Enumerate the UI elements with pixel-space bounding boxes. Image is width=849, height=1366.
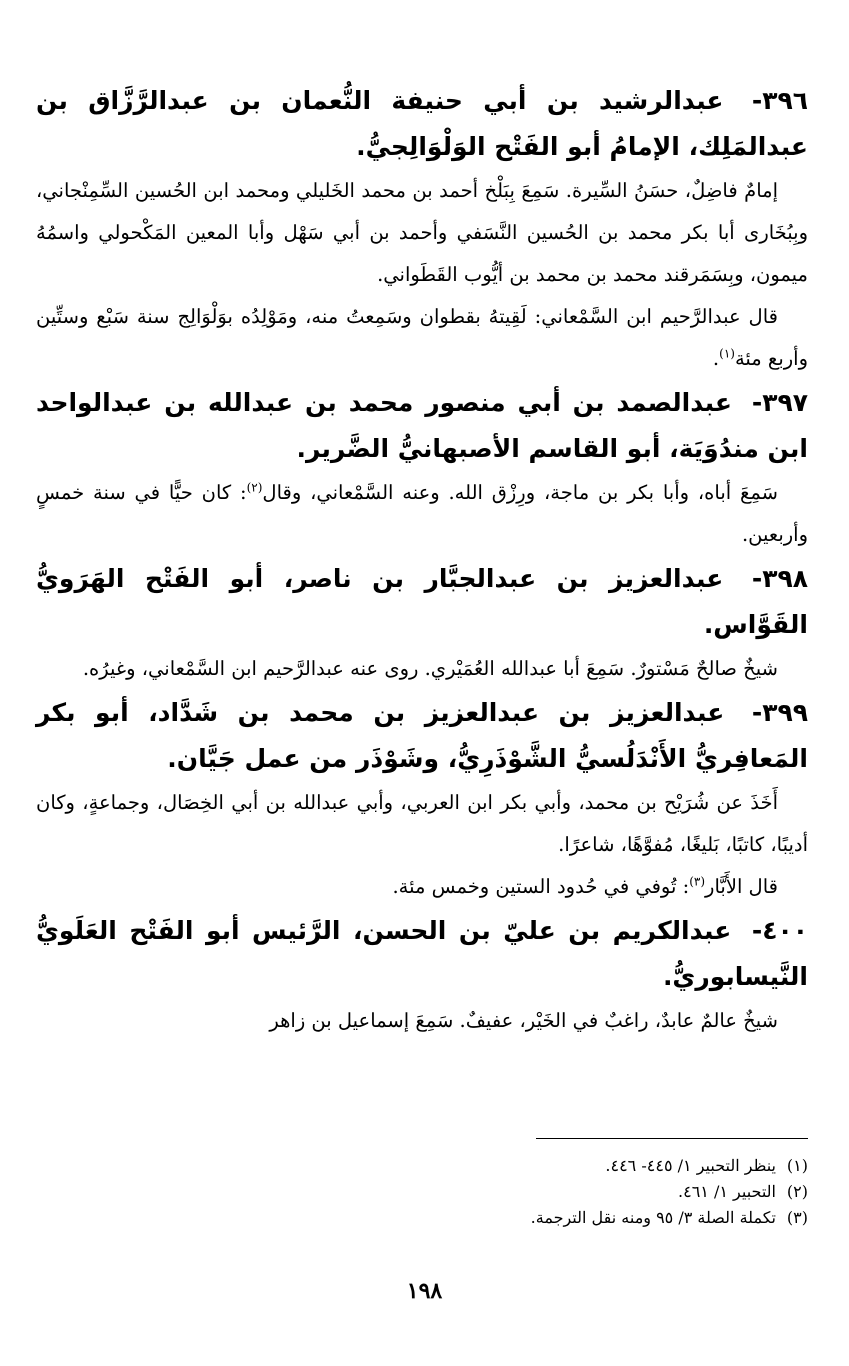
entry-heading	[36, 908, 808, 1000]
entry-paragraph-text: قال عبدالرَّحيم ابن السَّمْعاني: لَقِيتهُ بقطوان وسَمِعتُ منه، ومَوْلِدُه بوَلْوَالِج سنة سَبْع وستِّين وأربع مئة	[36, 305, 808, 370]
footnote-text: تكملة الصلة ٣/ ٩٥ ومنه نقل الترجمة.	[530, 1208, 776, 1227]
entry-title: عبدالعزيز بن عبدالجبَّار بن ناصر، أبو الفَتْح الهَرَويُّ القَوَّاس.	[36, 564, 808, 639]
entry-paragraph: قال عبدالرَّحيم ابن السَّمْعاني: لَقِيتهُ بقطوان وسَمِعتُ منه، ومَوْلِدُه بوَلْوَالِج سنة سَبْع وستِّين وأربع مئة$^{(١)}$.	[36, 305, 808, 370]
footnote	[36, 1179, 808, 1205]
footnote-ref: (١)	[719, 346, 735, 361]
entry-heading	[36, 690, 808, 782]
entry-paragraph: شيخٌ عالمٌ عابدٌ، راغبٌ في الخَيْر، عفيفٌ. سَمِعَ إسماعيل بن زاهر	[269, 1009, 778, 1032]
footnote-text: التحبير ١/ ٤٦١.	[678, 1182, 776, 1201]
entry-title: عبدالرشيد بن أبي حنيفة النُّعمان بن عبدالرَّزَّاق بن عبدالمَلِك، الإمامُ أبو الفَتْح الوَلْوَالِجيُّ.	[36, 86, 808, 161]
entry-title: عبدالعزيز بن عبدالعزيز بن محمد بن شَدَّاد، أبو بكر المَعافِريُّ الأَنْدَلُسيُّ الشَّوْذَرِيُّ، وشَوْذَر من عمل جَيَّان.	[36, 698, 808, 773]
entry-paragraph: أَخَذَ عن شُرَيْح بن محمد، وأبي بكر ابن العربي، وأبي عبدالله بن أبي الخِصَال، وجماعةٍ، وكان أديبًا، كاتبًا، بَليغًا، مُفوَّهًا، شاعرًا.	[36, 791, 808, 856]
entry-paragraph: شيخٌ صالحٌ مَسْتورٌ. سَمِعَ أبا عبدالله العُمَيْري. روى عنه عبدالرَّحيم ابن السَّمْعاني، وغيرُه.	[82, 657, 778, 680]
entry-heading	[36, 556, 808, 648]
entry-paragraph-text: كان حيًّا في سنة خمسٍ وأربعين.	[36, 481, 808, 546]
page-number: ١٩٨	[406, 1278, 443, 1304]
entry-number: ٣٩٧-	[751, 388, 808, 417]
entry-number: ٤٠٠-	[751, 916, 808, 945]
footnote-number: (٣)	[786, 1208, 808, 1227]
entry-paragraph-text: قال الأَبَّار	[705, 875, 778, 898]
footnotes	[36, 1138, 808, 1231]
entry-heading	[36, 78, 808, 170]
footnote	[36, 1153, 808, 1179]
footnote	[36, 1205, 808, 1231]
entry-paragraph: سَمِعَ أباه، وأبا بكر بن ماجة، ورِزْق الله. وعنه السَّمْعاني، وقال$^{(٢)}$: كان حيًّا في سنة خمسٍ وأربعين.	[36, 480, 808, 546]
footnote-divider	[536, 1138, 808, 1139]
entry-number: ٣٩٩-	[751, 698, 808, 727]
footnote-ref: (٢)	[246, 480, 263, 495]
entry-paragraph-text: : تُوفي في حُدود الستين وخمس مئة.	[392, 875, 690, 898]
entry-heading	[36, 380, 808, 472]
footnote-ref: (٣)	[689, 874, 706, 889]
entry-title: عبدالصمد بن أبي منصور محمد بن عبدالله بن عبدالواحد ابن مندُوَيَة، أبو القاسم الأصبهانيُّ الضَّرير.	[36, 388, 808, 463]
entry-title: عبدالكريم بن عليّ بن الحسن، الرَّئيس أبو الفَتْح العَلَويُّ النَّيسابوريُّ.	[36, 916, 808, 991]
footnote-text: ينظر التحبير ١/ ٤٤٥- ٤٤٦.	[605, 1156, 776, 1175]
footnote-number: (١)	[786, 1156, 808, 1175]
page-body	[36, 78, 808, 1042]
entry-paragraph	[36, 866, 808, 908]
entry-paragraph: إمامٌ فاضِلٌ، حسَنُ السِّيرة. سَمِعَ بِبَلْخ أحمد بن محمد الخَليلي ومحمد ابن الحُسين السِّمِنْجاني، وبِبُخَارى أبا بكر محمد بن الحُسين النَّسَفي وأحمد بن أبي سَهْل وأبا المعين المَكْحولي واسمُهُ ميمون، وبِسَمَرقند محمد بن محمد بن أيُّوب القَطَواني.	[36, 179, 808, 286]
entry-number: ٣٩٦-	[751, 86, 808, 115]
entry-number: ٣٩٨-	[751, 564, 808, 593]
footnote-number: (٢)	[786, 1182, 808, 1201]
entry-paragraph-text: سَمِعَ أباه، وأبا بكر بن ماجة، ورِزْق الله. وعنه السَّمْعاني، وقال	[262, 481, 778, 504]
